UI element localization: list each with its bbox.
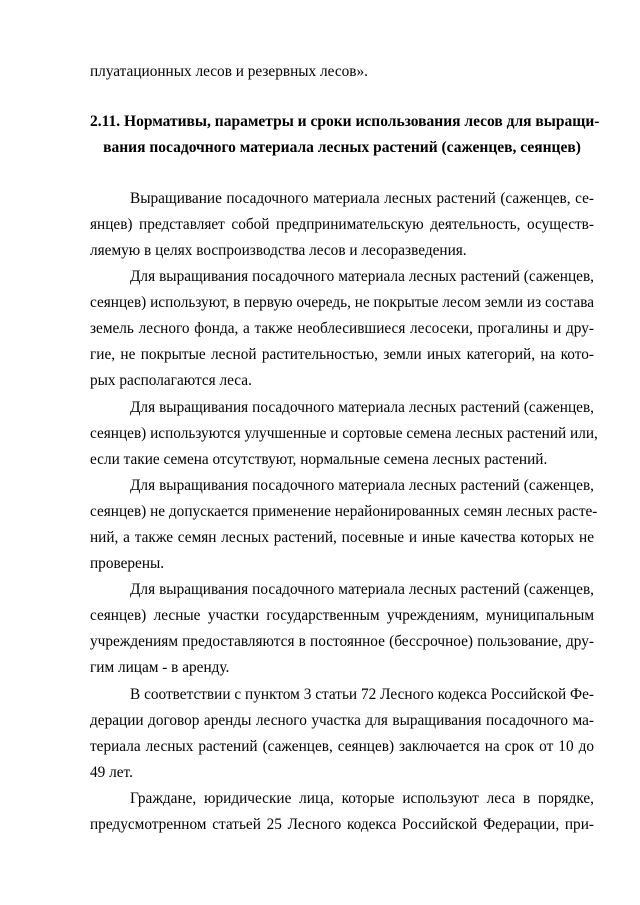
paragraph-4-line-1: Для выращивания посадочного материала лесных растений (саженцев, — [130, 477, 594, 494]
paragraph-5-line-3: учреждениям предоставляются в постоянное (бессрочное) пользование, дру- — [90, 633, 594, 650]
section-heading-line-1: 2.11. Нормативы, параметры и сроки использования лесов для выращи- — [90, 113, 600, 130]
paragraph-5-line-2: сеянцев) лесные участки государственным учреждениям, муниципальным — [90, 607, 594, 624]
paragraph-4-line-3: ний, а также семян лесных растений, посевные и иные качества которых не — [90, 529, 594, 546]
paragraph-3-line-1: Для выращивания посадочного материала лесных растений (саженцев, — [130, 399, 594, 416]
paragraph-4-line-2: сеянцев) не допускается применение нерайонированных семян лесных расте- — [90, 503, 598, 520]
paragraph-1-line-1: Выращивание посадочного материала лесных растений (саженцев, се- — [130, 190, 594, 207]
paragraph-7-line-1: Граждане, юридические лица, которые используют леса в порядке, — [130, 790, 594, 807]
paragraph-3-line-2: сеянцев) используются улучшенные и сортовые семена лесных растений или, — [90, 425, 598, 442]
paragraph-2-line-3: земель лесного фонда, а также необлесившиеся лесосеки, прогалины и дру- — [90, 320, 594, 337]
paragraph-2-line-2: сеянцев) используют, в первую очередь, не покрытые лесом земли из состава — [90, 294, 595, 311]
paragraph-7-line-2: предусмотренном статьей 25 Лесного кодекса Российской Федерации, при- — [90, 816, 594, 833]
paragraph-2-line-1: Для выращивания посадочного материала лесных растений (саженцев, — [130, 268, 594, 285]
paragraph-1-line-2: янцев) представляет собой предпринимательскую деятельность, осуществ- — [90, 216, 594, 233]
paragraph-4-line-4: проверены. — [90, 555, 165, 572]
paragraph-2-line-4: гие, не покрытые лесной растительностью, земли иных категорий, на кото- — [90, 346, 594, 363]
paragraph-6-line-2: дерации договор аренды лесного участка для выращивания посадочного ма- — [90, 712, 594, 729]
paragraph-6-line-1: В соответствии с пунктом 3 статьи 72 Лесного кодекса Российской Фе- — [130, 686, 594, 703]
section-heading-line-2: вания посадочного материала лесных растений (саженцев, сеянцев) — [103, 139, 581, 156]
paragraph-3-line-3: если такие семена отсутствуют, нормальные семена лесных растений. — [90, 451, 548, 468]
paragraph-6-line-4: 49 лет. — [90, 764, 133, 781]
paragraph-6-line-3: териала лесных растений (саженцев, сеянцев) заключается на срок от 10 до — [90, 738, 594, 755]
paragraph-5-line-4: гим лицам - в аренду. — [90, 659, 230, 676]
paragraph-1-line-3: ляемую в целях воспроизводства лесов и лесоразведения. — [90, 242, 467, 259]
paragraph-5-line-1: Для выращивания посадочного материала лесных растений (саженцев, — [130, 581, 594, 598]
top-fragment: плуатационных лесов и резервных лесов». — [90, 63, 368, 80]
paragraph-2-line-5: рых располагаются леса. — [90, 372, 252, 389]
